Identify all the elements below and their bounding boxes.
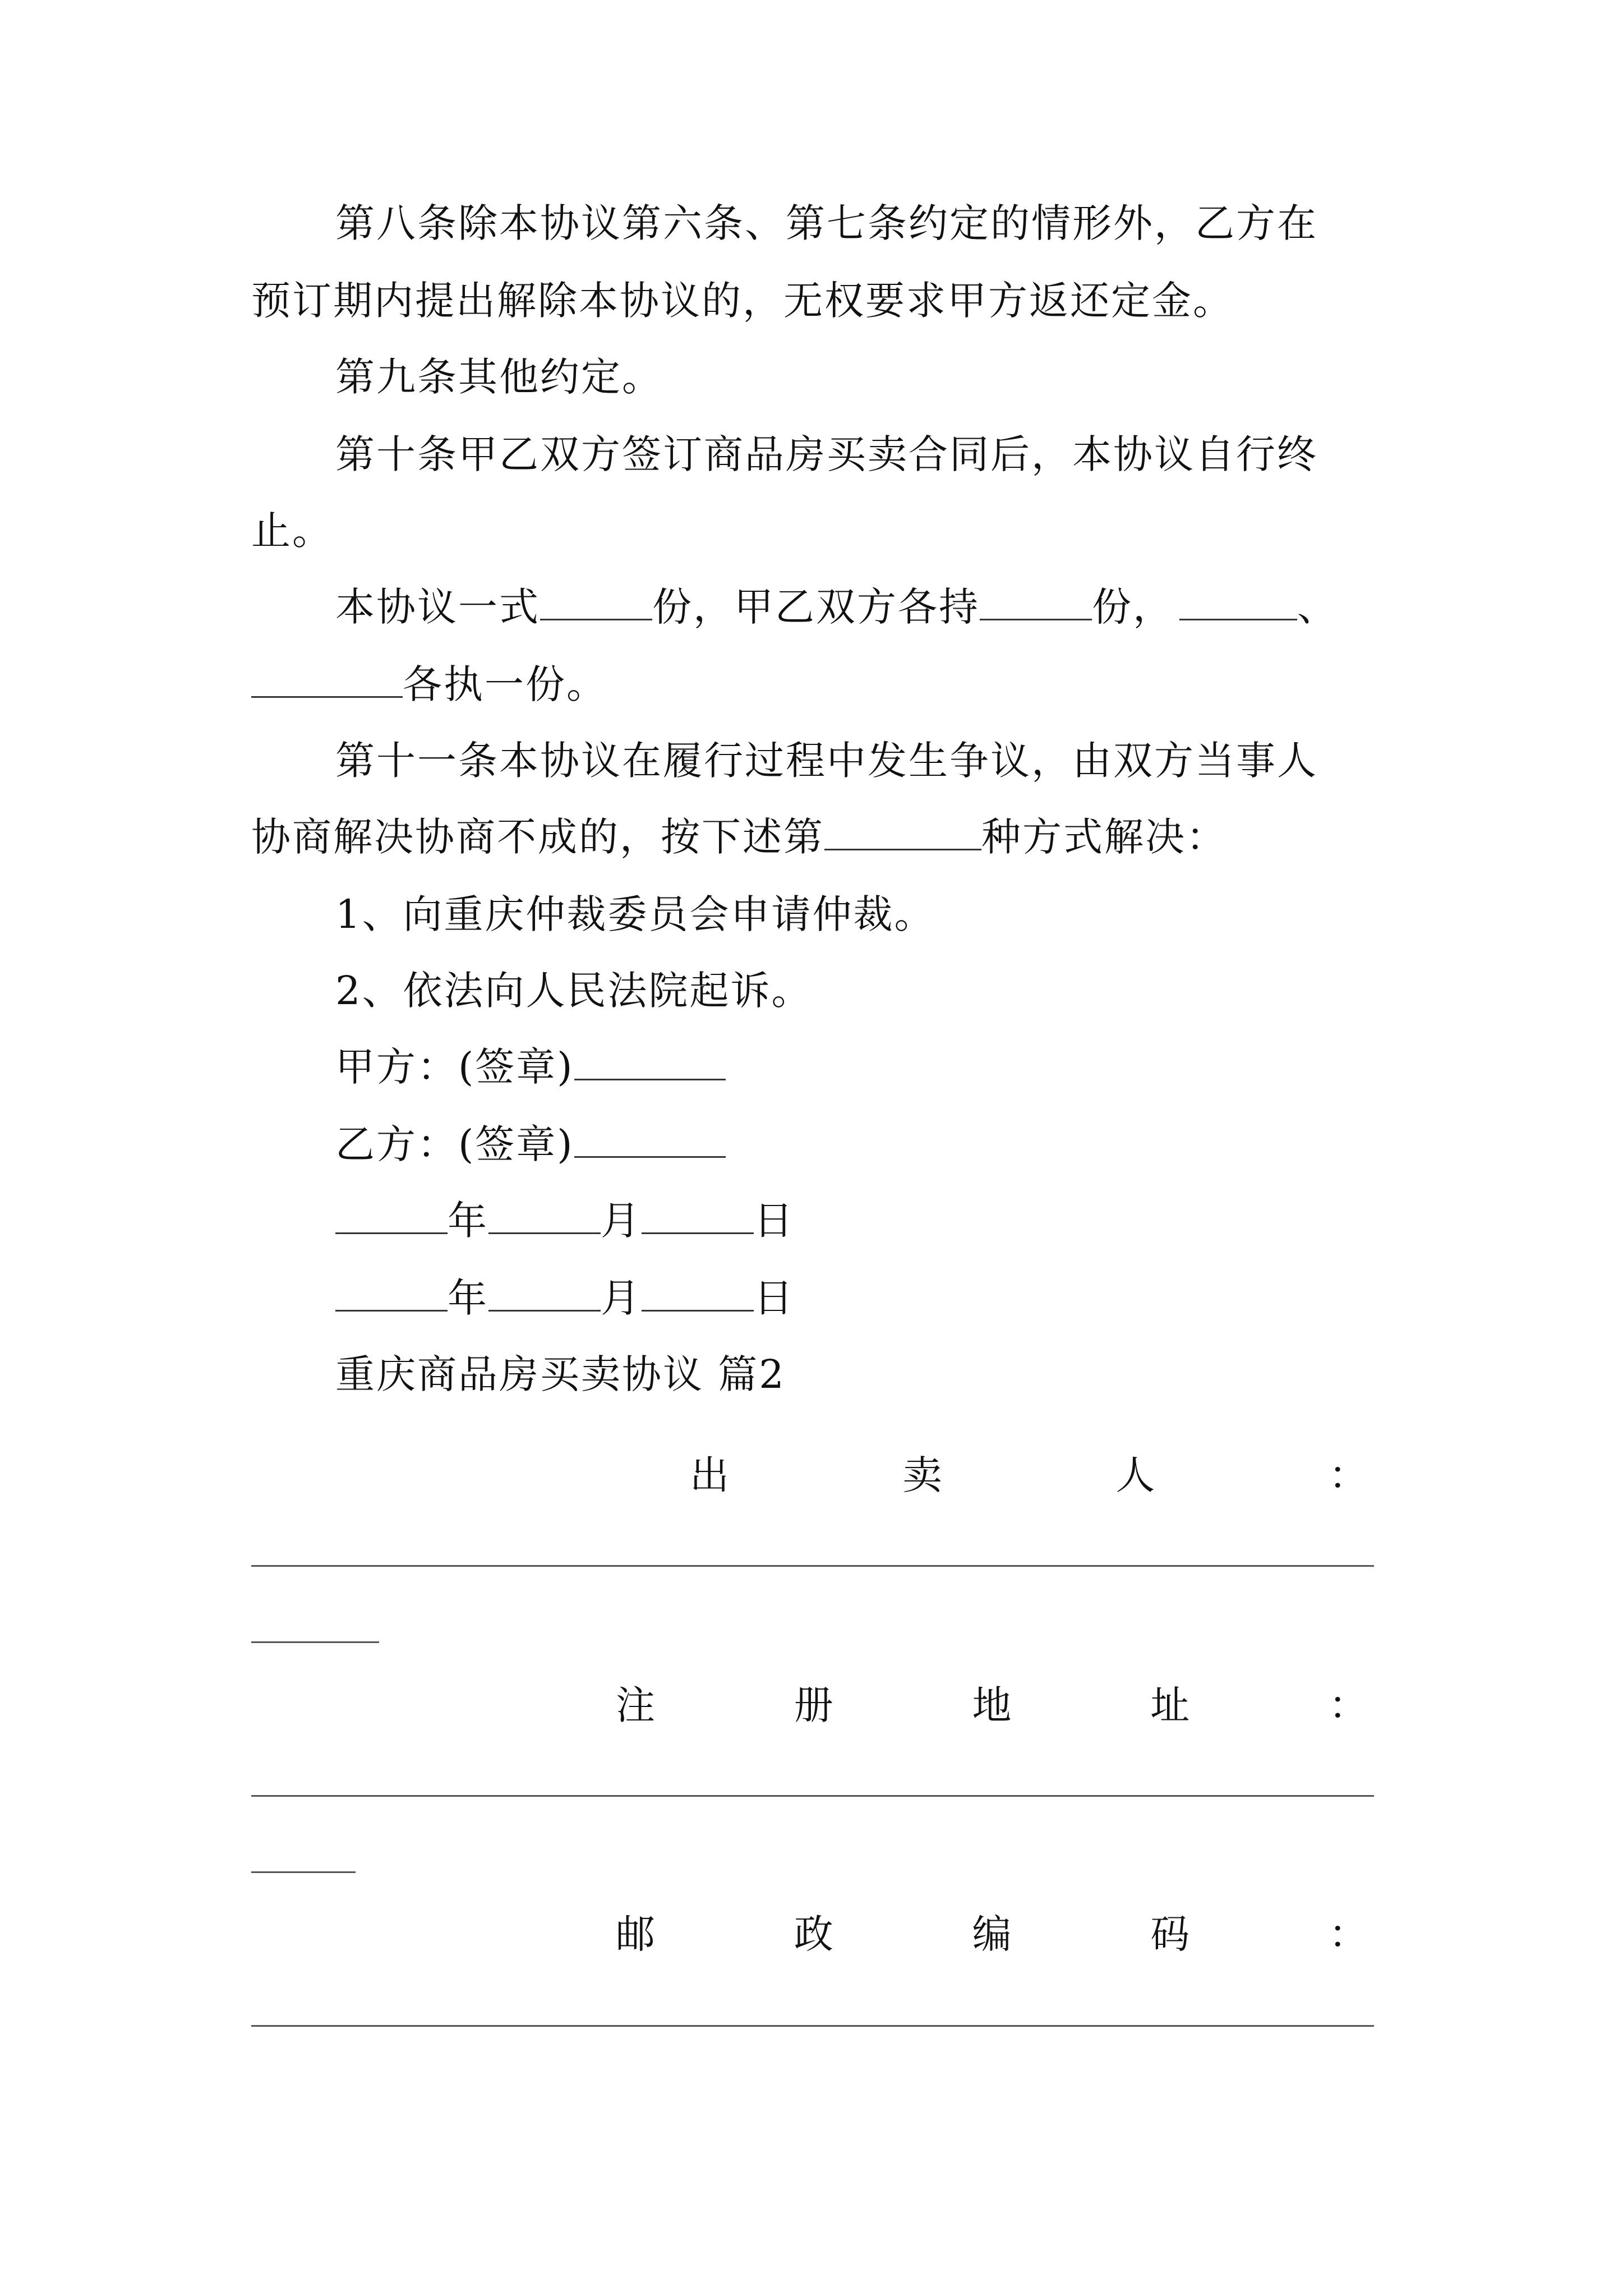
- address-char: 注: [616, 1682, 657, 1728]
- day-label: 日: [754, 1198, 795, 1244]
- held-copies-blank: [980, 579, 1092, 620]
- option-arbitration: 1、向重庆仲裁委员会申请仲裁。: [335, 891, 935, 937]
- year-blank: [335, 1271, 448, 1312]
- year-blank: [335, 1193, 448, 1234]
- copies-text-3: 份，: [1092, 584, 1174, 630]
- party-blank-1: [1179, 579, 1297, 620]
- seller-char: 人: [1115, 1452, 1157, 1498]
- postcode-char: ：: [1329, 1911, 1370, 1957]
- party-blank-2: [251, 657, 403, 698]
- seller-char: ：: [1328, 1452, 1370, 1498]
- address-fill-line-1: [251, 1795, 1374, 1797]
- party-a-label: 甲方：(签章): [335, 1044, 574, 1090]
- copies-text-2: 份，甲乙双方各持: [652, 584, 980, 630]
- address-field-label: [616, 1677, 1370, 1733]
- paragraph-article-10-line-1: 第十条甲乙双方签订商品房买卖合同后，本协议自行终: [335, 431, 1318, 477]
- seller-fill-line-1: [251, 1565, 1374, 1567]
- postcode-field-label: [616, 1906, 1370, 1962]
- article-11-text-2: 种方式解决：: [981, 814, 1227, 860]
- copies-text-1: 本协议一式: [335, 584, 540, 630]
- paragraph-article-9: 第九条其他约定。: [335, 354, 663, 400]
- paragraph-article-11-line-2: [251, 809, 1376, 865]
- date-line-1: [335, 1193, 1376, 1249]
- address-char: ：: [1329, 1682, 1370, 1728]
- party-b-label: 乙方：(签章): [335, 1121, 574, 1167]
- postcode-char: 码: [1150, 1911, 1192, 1957]
- paragraph-copies-line-1: [335, 579, 1376, 635]
- day-blank: [642, 1271, 754, 1312]
- copies-blank: [540, 579, 652, 620]
- month-blank: [488, 1271, 601, 1312]
- paragraph-article-10-line-2: 止。: [251, 508, 333, 554]
- address-char: 址: [1150, 1682, 1192, 1728]
- party-b-signature: [335, 1116, 1376, 1172]
- postcode-char: 编: [972, 1911, 1013, 1957]
- copies-text-5: 各执一份。: [403, 661, 607, 707]
- year-label: 年: [448, 1198, 488, 1244]
- resolution-method-blank: [824, 809, 981, 850]
- paragraph-article-8-line-1: 第八条除本协议第六条、第七条约定的情形外，乙方在: [335, 200, 1318, 246]
- option-lawsuit: 2、依法向人民法院起诉。: [335, 968, 813, 1014]
- month-blank: [488, 1193, 601, 1234]
- section-title: 重庆商品房买卖协议 篇2: [335, 1351, 786, 1397]
- address-char: 册: [794, 1682, 835, 1728]
- postcode-char: 邮: [616, 1911, 657, 1957]
- seller-char: 卖: [902, 1452, 944, 1498]
- paragraph-article-11-line-1: 第十一条本协议在履行过程中发生争议，由双方当事人: [335, 738, 1318, 784]
- party-a-signature: [335, 1039, 1376, 1095]
- address-fill-line-2: [251, 1871, 356, 1873]
- day-label: 日: [754, 1275, 795, 1321]
- postcode-fill-line: [251, 2025, 1374, 2027]
- address-char: 地: [972, 1682, 1013, 1728]
- party-b-signature-blank: [574, 1117, 726, 1158]
- party-a-signature-blank: [574, 1039, 726, 1080]
- paragraph-copies-line-2: [251, 656, 1376, 712]
- copies-text-4: 、: [1297, 584, 1338, 630]
- month-label: 月: [601, 1198, 642, 1244]
- year-label: 年: [448, 1275, 488, 1321]
- seller-field-label: [690, 1447, 1370, 1503]
- seller-fill-line-2: [251, 1641, 379, 1643]
- day-blank: [642, 1193, 754, 1234]
- month-label: 月: [601, 1275, 642, 1321]
- postcode-char: 政: [794, 1911, 835, 1957]
- date-line-2: [335, 1270, 1376, 1326]
- paragraph-article-8-line-2: 预订期内提出解除本协议的，无权要求甲方返还定金。: [251, 278, 1234, 324]
- seller-char: 出: [690, 1452, 731, 1498]
- article-11-text-1: 协商解决协商不成的，按下述第: [251, 814, 824, 860]
